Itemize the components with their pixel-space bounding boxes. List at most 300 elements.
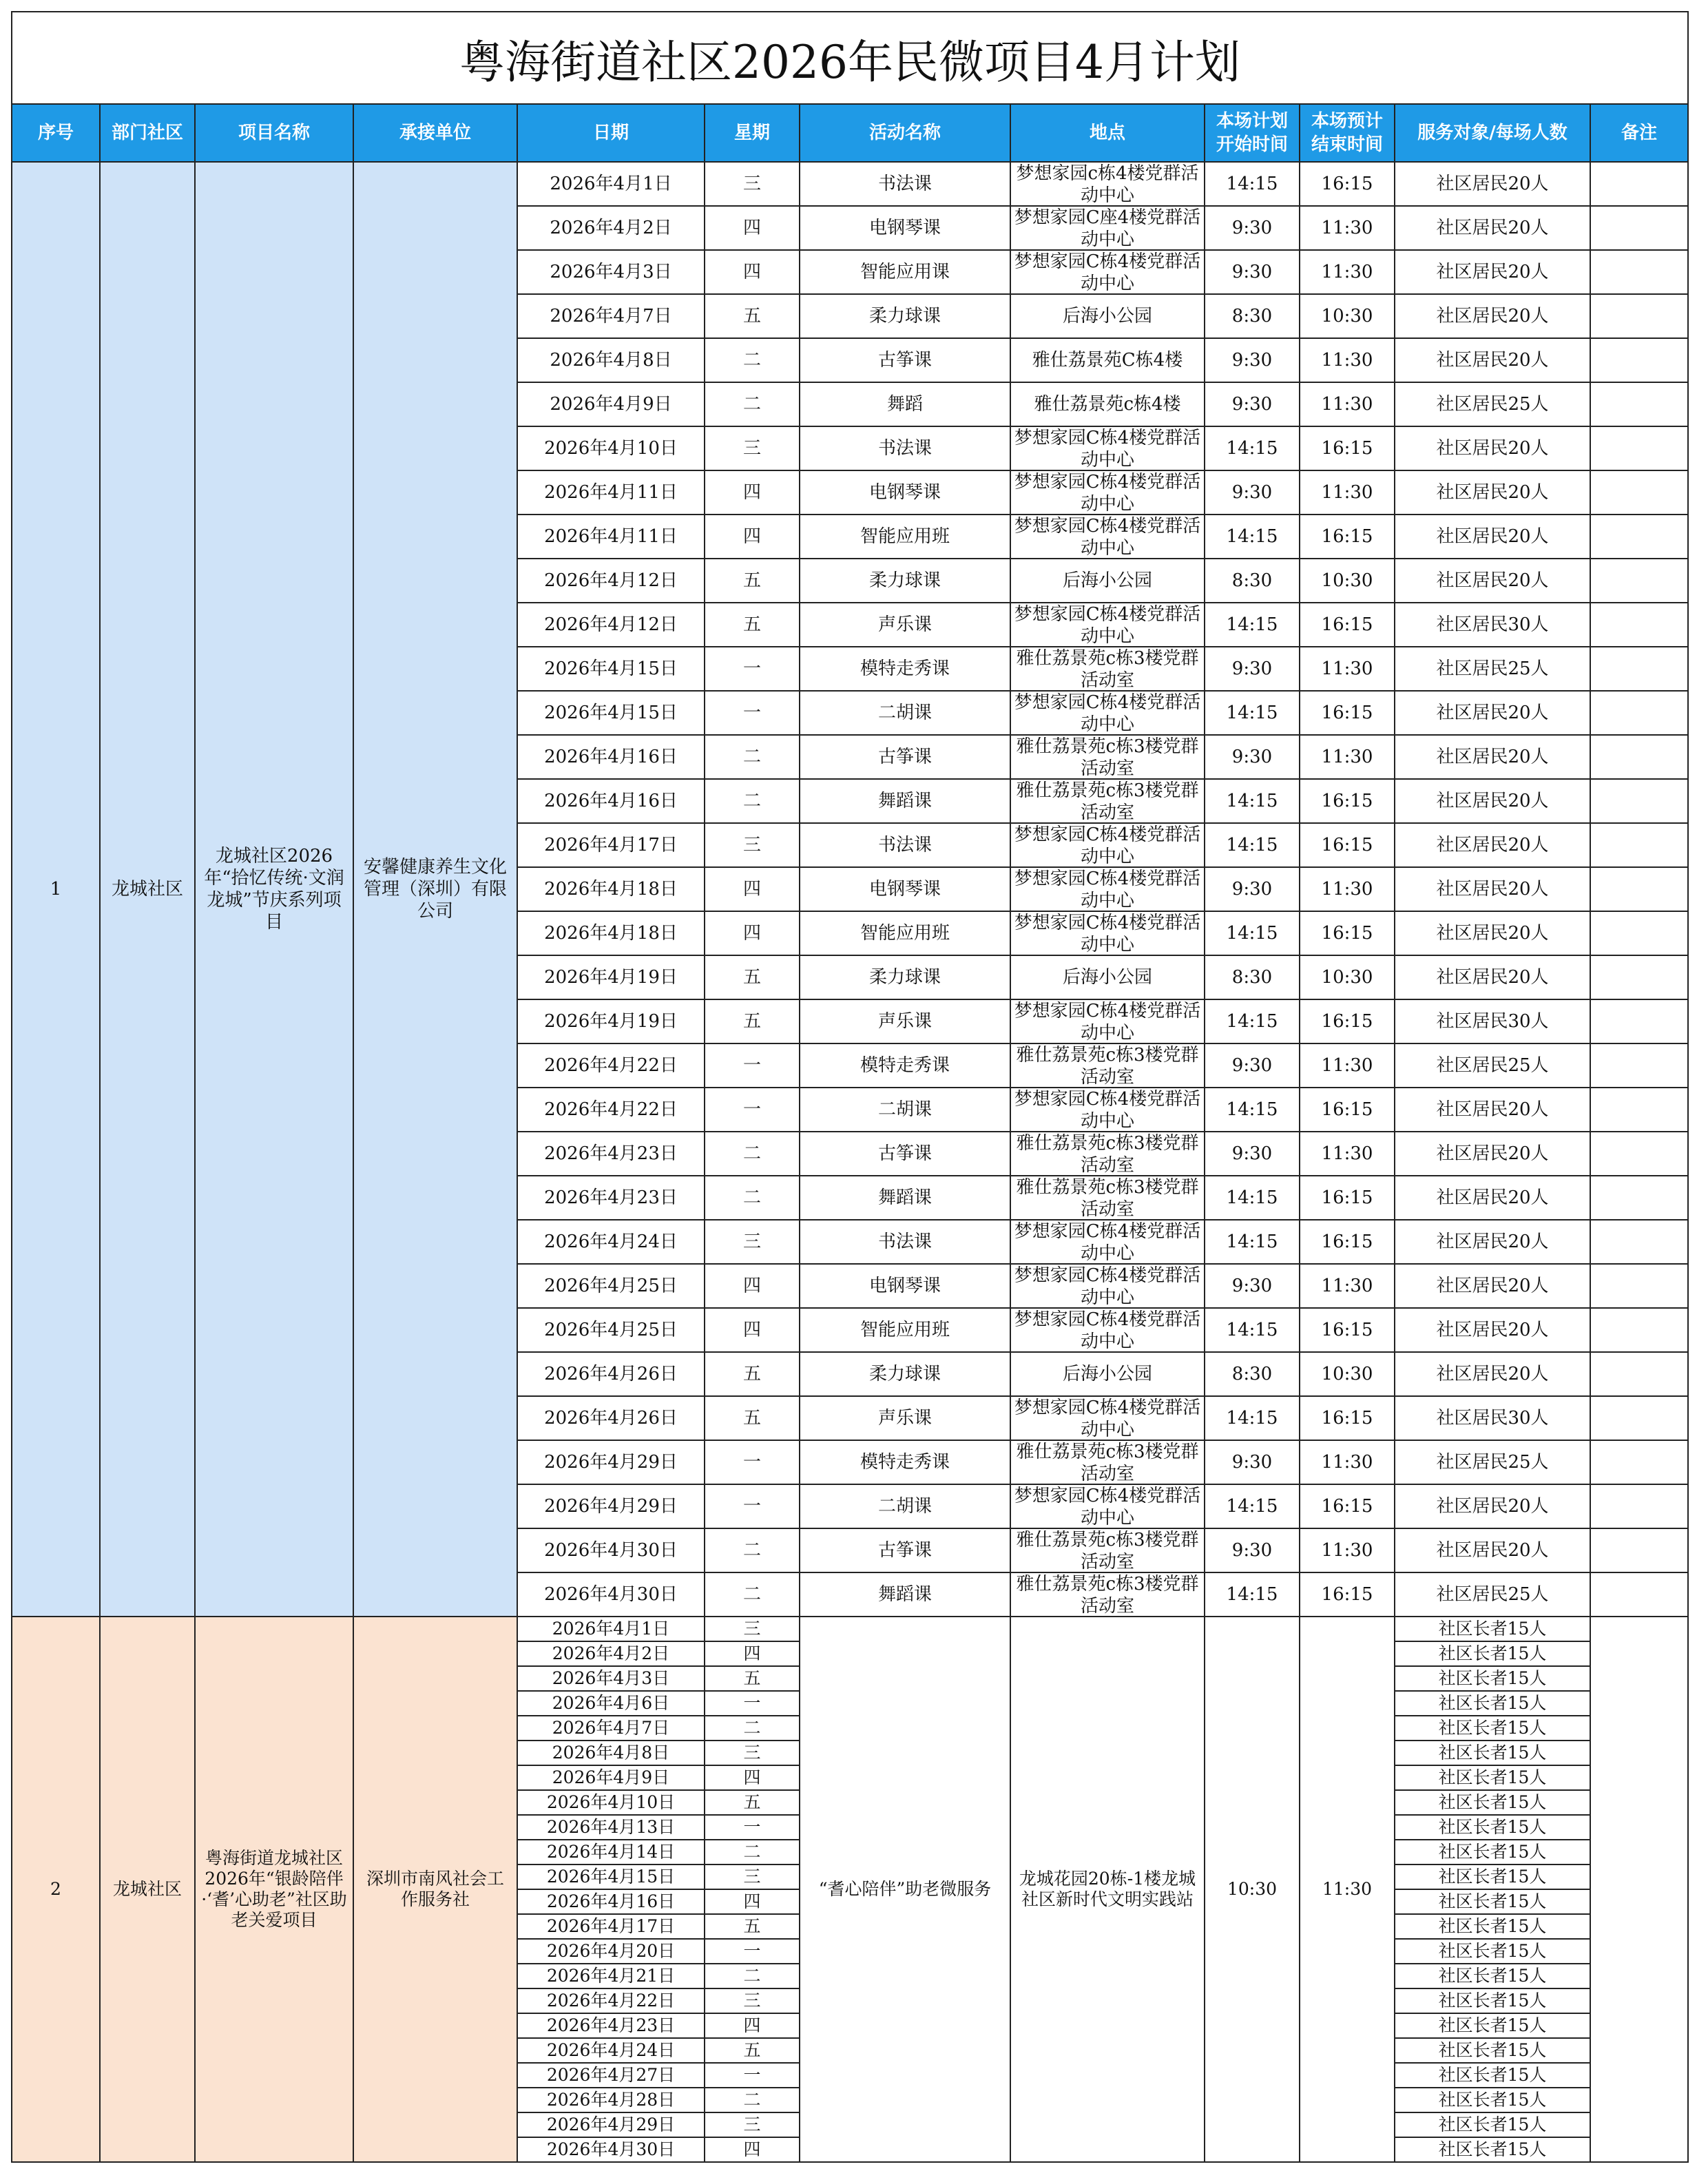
weekday-cell: 五 xyxy=(705,955,800,999)
location-text: 梦想家园C栋4楼党群活动中心 xyxy=(1014,1486,1201,1528)
audience-cell: 社区居民20人 xyxy=(1395,911,1590,955)
weekday-cell: 二 xyxy=(705,779,800,823)
audience-cell: 社区居民20人 xyxy=(1395,735,1590,779)
audience-cell: 社区长者15人 xyxy=(1395,1914,1590,1939)
weekday-cell: 一 xyxy=(705,1691,800,1716)
activity-cell: 电钢琴课 xyxy=(800,470,1010,515)
audience-cell: 社区长者15人 xyxy=(1395,1641,1590,1666)
start-time-cell: 8:30 xyxy=(1205,955,1300,999)
audience-cell: 社区居民20人 xyxy=(1395,823,1590,867)
weekday-cell: 三 xyxy=(705,162,800,206)
activity-cell: 舞蹈课 xyxy=(800,779,1010,823)
col-header-audience: 服务对象/每场人数 xyxy=(1395,104,1590,162)
date-cell: 2026年4月28日 xyxy=(517,2088,705,2112)
weekday-cell: 一 xyxy=(705,1939,800,1964)
location-cell xyxy=(1010,1528,1205,1572)
location-cell xyxy=(1010,867,1205,911)
date-cell: 2026年4月11日 xyxy=(517,470,705,515)
weekday-cell: 二 xyxy=(705,1132,800,1176)
location-text: 雅仕荔景苑c栋3楼党群活动室 xyxy=(1016,1133,1199,1175)
remark-cell xyxy=(1590,1132,1688,1176)
location-text: 梦想家园C栋4楼党群活动中心 xyxy=(1014,428,1201,470)
remark-cell xyxy=(1590,1043,1688,1088)
location-text: 梦想家园C栋4楼党群活动中心 xyxy=(1014,1001,1201,1043)
end-time-cell: 16:15 xyxy=(1300,691,1395,735)
activity-cell: 智能应用课 xyxy=(800,250,1010,294)
weekday-cell: 三 xyxy=(705,1617,800,1641)
remark-cell xyxy=(1590,559,1688,603)
date-cell: 2026年4月17日 xyxy=(517,1914,705,1939)
audience-cell: 社区居民20人 xyxy=(1395,1528,1590,1572)
group-number: 1 xyxy=(12,162,100,1617)
weekday-cell: 二 xyxy=(705,338,800,382)
remark-cell xyxy=(1590,206,1688,250)
activity-cell: 古筝课 xyxy=(800,735,1010,779)
date-cell: 2026年4月13日 xyxy=(517,1815,705,1840)
weekday-cell: 四 xyxy=(705,515,800,559)
activity-cell: 智能应用班 xyxy=(800,911,1010,955)
weekday-cell: 一 xyxy=(705,691,800,735)
start-time-cell: 14:15 xyxy=(1205,691,1300,735)
location-text: 后海小公园 xyxy=(1062,967,1152,988)
date-cell: 2026年4月26日 xyxy=(517,1396,705,1440)
header-row xyxy=(12,104,1688,162)
end-time-cell: 10:30 xyxy=(1300,294,1395,338)
date-cell: 2026年4月12日 xyxy=(517,559,705,603)
audience-cell: 社区居民20人 xyxy=(1395,1088,1590,1132)
end-time-cell: 16:15 xyxy=(1300,1572,1395,1617)
location-text: 梦想家园c栋4楼党群活动中心 xyxy=(1016,163,1199,205)
date-cell: 2026年4月2日 xyxy=(517,206,705,250)
date-cell: 2026年4月1日 xyxy=(517,1617,705,1641)
location-text: 雅仕荔景苑c栋3楼党群活动室 xyxy=(1016,648,1199,690)
remark-cell xyxy=(1590,1264,1688,1308)
project-name: 粤海街道龙城社区2026年“银龄陪伴·‘耆’心助老”社区助老关爱项目 xyxy=(195,1617,353,2162)
weekday-cell: 三 xyxy=(705,1864,800,1889)
date-cell: 2026年4月24日 xyxy=(517,1220,705,1264)
audience-cell: 社区长者15人 xyxy=(1395,1889,1590,1914)
start-time-cell: 14:15 xyxy=(1205,1308,1300,1352)
audience-cell: 社区居民20人 xyxy=(1395,559,1590,603)
start-time-cell: 8:30 xyxy=(1205,1352,1300,1396)
start-time-cell: 14:15 xyxy=(1205,779,1300,823)
start-time-cell: 9:30 xyxy=(1205,1132,1300,1176)
weekday-cell: 一 xyxy=(705,1440,800,1484)
activity-cell: 模特走秀课 xyxy=(800,1043,1010,1088)
end-time-cell: 10:30 xyxy=(1300,1352,1395,1396)
activity-cell: “耆心陪伴”助老微服务 xyxy=(800,1617,1010,2162)
activity-cell: 智能应用班 xyxy=(800,1308,1010,1352)
location-text: 梦想家园C座4楼党群活动中心 xyxy=(1014,207,1201,249)
weekday-cell: 三 xyxy=(705,1220,800,1264)
project-name: 龙城社区2026年“拾忆传统·文润龙城”节庆系列项目 xyxy=(195,162,353,1617)
end-time-cell: 16:15 xyxy=(1300,1396,1395,1440)
audience-cell: 社区居民20人 xyxy=(1395,1220,1590,1264)
location-cell xyxy=(1010,1264,1205,1308)
weekday-cell: 二 xyxy=(705,1964,800,1988)
start-time-cell: 14:15 xyxy=(1205,1396,1300,1440)
location-cell xyxy=(1010,426,1205,470)
weekday-cell: 四 xyxy=(705,1641,800,1666)
remark-cell xyxy=(1590,955,1688,999)
date-cell: 2026年4月1日 xyxy=(517,162,705,206)
weekday-cell: 五 xyxy=(705,1914,800,1939)
col-header-start-line2: 开始时间 xyxy=(1216,134,1288,155)
weekday-cell: 三 xyxy=(705,426,800,470)
weekday-cell: 二 xyxy=(705,735,800,779)
location-text: 雅仕荔景苑c栋3楼党群活动室 xyxy=(1016,736,1199,778)
start-time-cell: 9:30 xyxy=(1205,1264,1300,1308)
location-cell xyxy=(1010,162,1205,206)
date-cell: 2026年4月29日 xyxy=(517,2112,705,2137)
remark-cell xyxy=(1590,647,1688,691)
remark-cell xyxy=(1590,1396,1688,1440)
weekday-cell: 一 xyxy=(705,1043,800,1088)
activity-cell: 二胡课 xyxy=(800,1088,1010,1132)
activity-cell: 舞蹈课 xyxy=(800,1572,1010,1617)
weekday-cell: 四 xyxy=(705,1889,800,1914)
start-time-cell: 14:15 xyxy=(1205,999,1300,1043)
audience-cell: 社区长者15人 xyxy=(1395,1864,1590,1889)
weekday-cell: 二 xyxy=(705,1840,800,1864)
activity-cell: 古筝课 xyxy=(800,1528,1010,1572)
weekday-cell: 五 xyxy=(705,294,800,338)
end-time-cell: 11:30 xyxy=(1300,735,1395,779)
date-cell: 2026年4月10日 xyxy=(517,426,705,470)
end-time-cell: 11:30 xyxy=(1300,1132,1395,1176)
end-time-cell: 11:30 xyxy=(1300,250,1395,294)
location-text: 雅仕荔景苑c栋3楼党群活动室 xyxy=(1016,1177,1199,1219)
remark-cell xyxy=(1590,515,1688,559)
remark-cell xyxy=(1590,1220,1688,1264)
date-cell: 2026年4月22日 xyxy=(517,1088,705,1132)
end-time-cell: 11:30 xyxy=(1300,470,1395,515)
date-cell: 2026年4月8日 xyxy=(517,338,705,382)
weekday-cell: 四 xyxy=(705,911,800,955)
end-time-cell: 11:30 xyxy=(1300,206,1395,250)
date-cell: 2026年4月18日 xyxy=(517,911,705,955)
audience-cell: 社区长者15人 xyxy=(1395,1765,1590,1790)
date-cell: 2026年4月3日 xyxy=(517,250,705,294)
remark-cell xyxy=(1590,691,1688,735)
location-cell xyxy=(1010,603,1205,647)
audience-cell: 社区居民20人 xyxy=(1395,1132,1590,1176)
weekday-cell: 二 xyxy=(705,1176,800,1220)
weekday-cell: 四 xyxy=(705,2137,800,2162)
audience-cell: 社区长者15人 xyxy=(1395,1840,1590,1864)
weekday-cell: 二 xyxy=(705,1572,800,1617)
remark-cell xyxy=(1590,338,1688,382)
date-cell: 2026年4月9日 xyxy=(517,382,705,426)
date-cell: 2026年4月3日 xyxy=(517,1666,705,1691)
organization-name: 安馨健康养生文化管理（深圳）有限公司 xyxy=(353,162,517,1617)
audience-cell: 社区居民20人 xyxy=(1395,1352,1590,1396)
table-row xyxy=(12,162,1688,206)
community-name: 龙城社区 xyxy=(100,1617,195,2162)
location-cell xyxy=(1010,559,1205,603)
date-cell: 2026年4月29日 xyxy=(517,1484,705,1528)
audience-cell: 社区居民20人 xyxy=(1395,250,1590,294)
location-text: 雅仕荔景苑c栋3楼党群活动室 xyxy=(1016,1530,1199,1572)
audience-cell: 社区居民20人 xyxy=(1395,162,1590,206)
audience-cell: 社区居民20人 xyxy=(1395,1176,1590,1220)
activity-cell: 电钢琴课 xyxy=(800,206,1010,250)
location-cell xyxy=(1010,1484,1205,1528)
end-time-cell: 16:15 xyxy=(1300,1088,1395,1132)
audience-cell: 社区居民20人 xyxy=(1395,338,1590,382)
audience-cell: 社区居民30人 xyxy=(1395,603,1590,647)
weekday-cell: 三 xyxy=(705,1988,800,2013)
end-time-cell: 11:30 xyxy=(1300,1264,1395,1308)
location-cell xyxy=(1010,1132,1205,1176)
end-time-cell: 16:15 xyxy=(1300,999,1395,1043)
date-cell: 2026年4月23日 xyxy=(517,1176,705,1220)
remark-cell xyxy=(1590,1352,1688,1396)
remark-cell xyxy=(1590,1176,1688,1220)
end-time-cell: 16:15 xyxy=(1300,911,1395,955)
location-text: 梦想家园C栋4楼党群活动中心 xyxy=(1014,1089,1201,1131)
activity-cell: 柔力球课 xyxy=(800,955,1010,999)
col-header-end xyxy=(1300,104,1395,162)
remark-cell xyxy=(1590,823,1688,867)
location-cell xyxy=(1010,1440,1205,1484)
activity-cell: 舞蹈 xyxy=(800,382,1010,426)
date-cell: 2026年4月30日 xyxy=(517,2137,705,2162)
location-cell: 龙城花园20栋-1楼龙城社区新时代文明实践站 xyxy=(1010,1617,1205,2162)
date-cell: 2026年4月17日 xyxy=(517,823,705,867)
activity-cell: 古筝课 xyxy=(800,1132,1010,1176)
weekday-cell: 五 xyxy=(705,559,800,603)
location-text: 梦想家园C栋4楼党群活动中心 xyxy=(1014,692,1201,734)
location-text: 雅仕荔景苑c栋3楼党群活动室 xyxy=(1016,1442,1199,1484)
remark-cell xyxy=(1590,1088,1688,1132)
location-text: 梦想家园C栋4楼党群活动中心 xyxy=(1014,604,1201,646)
date-cell: 2026年4月7日 xyxy=(517,1716,705,1741)
location-cell xyxy=(1010,470,1205,515)
weekday-cell: 五 xyxy=(705,1666,800,1691)
col-header-activity: 活动名称 xyxy=(800,104,1010,162)
audience-cell: 社区居民25人 xyxy=(1395,1043,1590,1088)
start-time-cell: 8:30 xyxy=(1205,294,1300,338)
location-text: 梦想家园C栋4楼党群活动中心 xyxy=(1014,472,1201,514)
date-cell: 2026年4月8日 xyxy=(517,1741,705,1765)
col-header-org: 承接单位 xyxy=(353,104,517,162)
weekday-cell: 四 xyxy=(705,1264,800,1308)
weekday-cell: 五 xyxy=(705,1352,800,1396)
end-time-cell: 11:30 xyxy=(1300,338,1395,382)
audience-cell: 社区居民20人 xyxy=(1395,206,1590,250)
end-time-cell: 11:30 xyxy=(1300,1528,1395,1572)
start-time-cell: 14:15 xyxy=(1205,1484,1300,1528)
start-time-cell: 14:15 xyxy=(1205,603,1300,647)
audience-cell: 社区居民30人 xyxy=(1395,999,1590,1043)
weekday-cell: 五 xyxy=(705,603,800,647)
end-time-cell: 16:15 xyxy=(1300,1220,1395,1264)
weekday-cell: 四 xyxy=(705,470,800,515)
location-cell xyxy=(1010,1043,1205,1088)
audience-cell: 社区居民20人 xyxy=(1395,955,1590,999)
date-cell: 2026年4月22日 xyxy=(517,1043,705,1088)
location-text: 后海小公园 xyxy=(1062,306,1152,326)
location-text: 梦想家园C栋4楼党群活动中心 xyxy=(1014,824,1201,866)
audience-cell: 社区居民20人 xyxy=(1395,867,1590,911)
start-time-cell: 9:30 xyxy=(1205,470,1300,515)
remark-cell xyxy=(1590,1440,1688,1484)
audience-cell: 社区长者15人 xyxy=(1395,2088,1590,2112)
group-2-body xyxy=(12,1617,1688,2162)
audience-cell: 社区居民20人 xyxy=(1395,426,1590,470)
remark-cell xyxy=(1590,1308,1688,1352)
remark-cell xyxy=(1590,735,1688,779)
start-time-cell: 14:15 xyxy=(1205,911,1300,955)
audience-cell: 社区居民20人 xyxy=(1395,294,1590,338)
weekday-cell: 五 xyxy=(705,1790,800,1815)
audience-cell: 社区长者15人 xyxy=(1395,2112,1590,2137)
end-time-cell: 10:30 xyxy=(1300,955,1395,999)
end-time-cell: 16:15 xyxy=(1300,162,1395,206)
plan-sheet xyxy=(11,11,1689,2163)
date-cell: 2026年4月23日 xyxy=(517,1132,705,1176)
location-cell xyxy=(1010,1396,1205,1440)
location-cell xyxy=(1010,779,1205,823)
activity-cell: 书法课 xyxy=(800,162,1010,206)
remark-cell xyxy=(1590,162,1688,206)
location-text: 雅仕荔景苑c栋3楼党群活动室 xyxy=(1016,780,1199,822)
date-cell: 2026年4月26日 xyxy=(517,1352,705,1396)
location-text: 梦想家园C栋4楼党群活动中心 xyxy=(1014,1398,1201,1440)
audience-cell: 社区长者15人 xyxy=(1395,1964,1590,1988)
location-cell xyxy=(1010,1176,1205,1220)
end-time-cell: 11:30 xyxy=(1300,867,1395,911)
weekday-cell: 二 xyxy=(705,1528,800,1572)
date-cell: 2026年4月20日 xyxy=(517,1939,705,1964)
end-time-cell: 16:15 xyxy=(1300,603,1395,647)
location-text: 梦想家园C栋4楼党群活动中心 xyxy=(1014,913,1201,955)
end-time-cell: 16:15 xyxy=(1300,779,1395,823)
audience-cell: 社区居民25人 xyxy=(1395,647,1590,691)
activity-cell: 模特走秀课 xyxy=(800,647,1010,691)
audience-cell: 社区居民20人 xyxy=(1395,470,1590,515)
weekday-cell: 四 xyxy=(705,1765,800,1790)
location-cell xyxy=(1010,206,1205,250)
end-time-cell: 16:15 xyxy=(1300,1176,1395,1220)
location-cell xyxy=(1010,999,1205,1043)
col-header-project: 项目名称 xyxy=(195,104,353,162)
weekday-cell: 一 xyxy=(705,2063,800,2088)
remark-cell xyxy=(1590,1617,1688,2162)
weekday-cell: 一 xyxy=(705,1088,800,1132)
date-cell: 2026年4月9日 xyxy=(517,1765,705,1790)
start-time-cell: 14:15 xyxy=(1205,162,1300,206)
date-cell: 2026年4月16日 xyxy=(517,735,705,779)
start-time-cell: 14:15 xyxy=(1205,1220,1300,1264)
location-text: 雅仕荔景苑c栋4楼 xyxy=(1034,394,1181,415)
start-time-cell: 14:15 xyxy=(1205,515,1300,559)
audience-cell: 社区长者15人 xyxy=(1395,1939,1590,1964)
location-cell xyxy=(1010,691,1205,735)
end-time-cell: 16:15 xyxy=(1300,515,1395,559)
audience-cell: 社区居民25人 xyxy=(1395,382,1590,426)
activity-cell: 柔力球课 xyxy=(800,294,1010,338)
remark-cell xyxy=(1590,1528,1688,1572)
end-time-cell: 11:30 xyxy=(1300,382,1395,426)
remark-cell xyxy=(1590,1484,1688,1528)
organization-name: 深圳市南风社会工作服务社 xyxy=(353,1617,517,2162)
start-time-cell: 10:30 xyxy=(1205,1617,1300,2162)
date-cell: 2026年4月15日 xyxy=(517,1864,705,1889)
start-time-cell: 9:30 xyxy=(1205,338,1300,382)
page-title: 粤海街道社区2026年民微项目4月计划 xyxy=(12,12,1688,104)
date-cell: 2026年4月15日 xyxy=(517,691,705,735)
col-header-date: 日期 xyxy=(517,104,705,162)
activity-cell: 书法课 xyxy=(800,426,1010,470)
audience-cell: 社区长者15人 xyxy=(1395,1815,1590,1840)
audience-cell: 社区长者15人 xyxy=(1395,1691,1590,1716)
activity-cell: 二胡课 xyxy=(800,1484,1010,1528)
weekday-cell: 五 xyxy=(705,999,800,1043)
start-time-cell: 14:15 xyxy=(1205,1176,1300,1220)
date-cell: 2026年4月19日 xyxy=(517,999,705,1043)
col-header-no: 序号 xyxy=(12,104,100,162)
audience-cell: 社区居民30人 xyxy=(1395,1396,1590,1440)
location-text: 梦想家园C栋4楼党群活动中心 xyxy=(1014,251,1201,293)
col-header-start xyxy=(1205,104,1300,162)
audience-cell: 社区长者15人 xyxy=(1395,1716,1590,1741)
start-time-cell: 9:30 xyxy=(1205,382,1300,426)
col-header-end-line1: 本场预计 xyxy=(1311,111,1383,132)
plan-table xyxy=(11,11,1689,2163)
date-cell: 2026年4月27日 xyxy=(517,2063,705,2088)
end-time-cell: 11:30 xyxy=(1300,1617,1395,2162)
activity-cell: 模特走秀课 xyxy=(800,1440,1010,1484)
date-cell: 2026年4月10日 xyxy=(517,1790,705,1815)
start-time-cell: 8:30 xyxy=(1205,559,1300,603)
remark-cell xyxy=(1590,294,1688,338)
location-cell xyxy=(1010,515,1205,559)
activity-cell: 柔力球课 xyxy=(800,559,1010,603)
community-name: 龙城社区 xyxy=(100,162,195,1617)
audience-cell: 社区长者15人 xyxy=(1395,1617,1590,1641)
end-time-cell: 16:15 xyxy=(1300,1484,1395,1528)
weekday-cell: 三 xyxy=(705,2112,800,2137)
date-cell: 2026年4月25日 xyxy=(517,1308,705,1352)
end-time-cell: 11:30 xyxy=(1300,647,1395,691)
audience-cell: 社区长者15人 xyxy=(1395,1790,1590,1815)
date-cell: 2026年4月19日 xyxy=(517,955,705,999)
activity-cell: 声乐课 xyxy=(800,999,1010,1043)
audience-cell: 社区居民25人 xyxy=(1395,1572,1590,1617)
date-cell: 2026年4月30日 xyxy=(517,1528,705,1572)
location-text: 后海小公园 xyxy=(1062,1364,1152,1384)
end-time-cell: 16:15 xyxy=(1300,823,1395,867)
location-cell xyxy=(1010,735,1205,779)
location-text: 梦想家园C栋4楼党群活动中心 xyxy=(1014,869,1201,911)
remark-cell xyxy=(1590,382,1688,426)
weekday-cell: 四 xyxy=(705,2013,800,2038)
audience-cell: 社区居民25人 xyxy=(1395,1440,1590,1484)
remark-cell xyxy=(1590,250,1688,294)
remark-cell xyxy=(1590,867,1688,911)
audience-cell: 社区长者15人 xyxy=(1395,1988,1590,2013)
activity-cell: 舞蹈课 xyxy=(800,1176,1010,1220)
group-number: 2 xyxy=(12,1617,100,2162)
weekday-cell: 一 xyxy=(705,1484,800,1528)
remark-cell xyxy=(1590,426,1688,470)
start-time-cell: 14:15 xyxy=(1205,823,1300,867)
group-1-body xyxy=(12,162,1688,1617)
weekday-cell: 一 xyxy=(705,647,800,691)
audience-cell: 社区长者15人 xyxy=(1395,1666,1590,1691)
